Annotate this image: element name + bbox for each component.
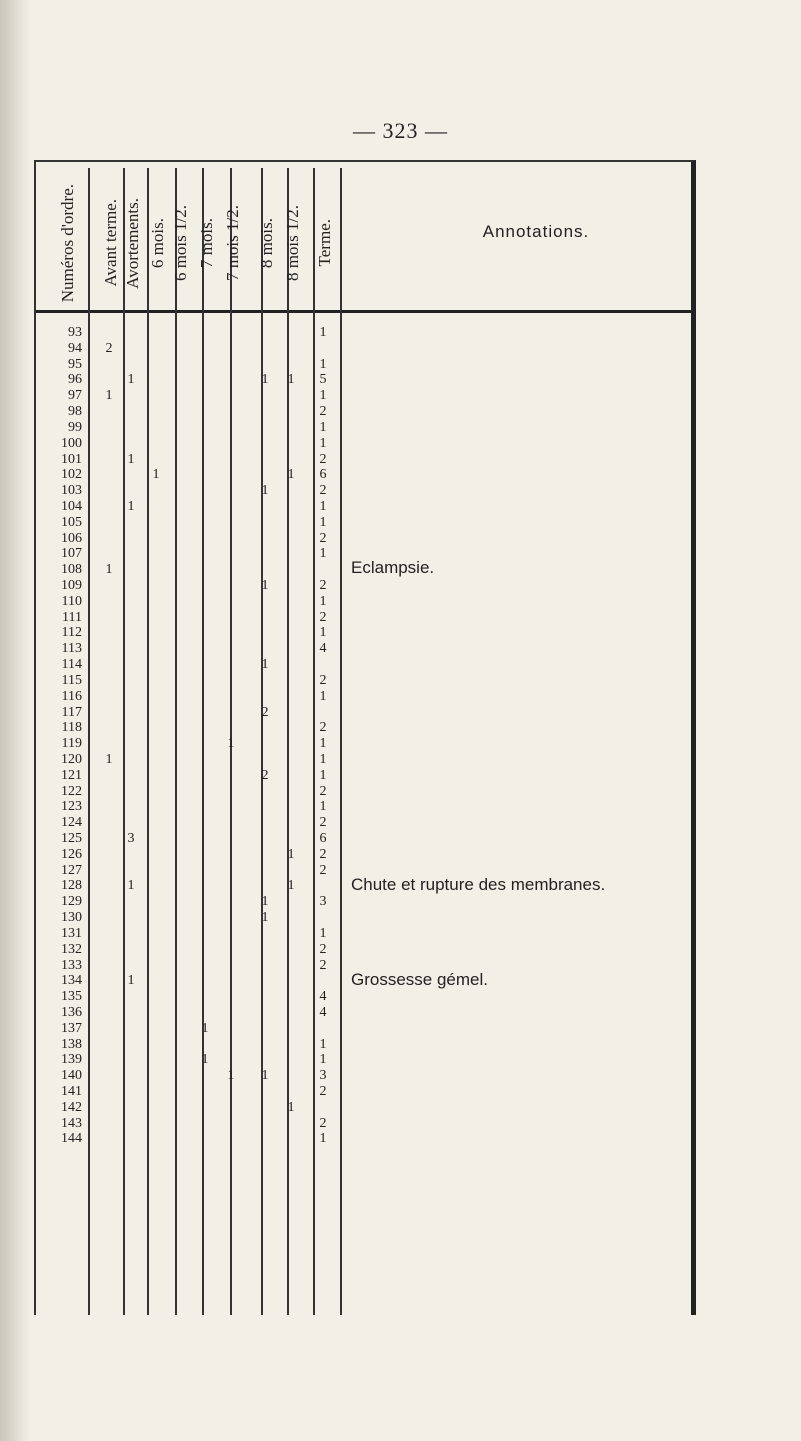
- row-number: 136: [61, 1004, 82, 1020]
- row-number: 119: [61, 736, 82, 752]
- row-number: 109: [61, 578, 82, 593]
- table-row: [34, 657, 696, 673]
- table-cell: 2: [319, 609, 327, 625]
- table-row: [34, 594, 696, 610]
- row-number: 106: [61, 530, 82, 546]
- row-number: 112: [61, 625, 82, 641]
- row-number: 115: [61, 672, 82, 688]
- table-cell: 2: [319, 672, 327, 688]
- table-cell: 2: [319, 783, 327, 799]
- table-row: [34, 1131, 696, 1147]
- row-number: 120: [61, 751, 82, 767]
- row-number: 113: [61, 641, 82, 657]
- table-cell: 3: [319, 1068, 327, 1084]
- table-cell: 6: [319, 831, 327, 846]
- table-row: [34, 768, 696, 784]
- row-number: 97: [68, 388, 82, 404]
- table-cell: 2: [319, 862, 327, 878]
- table-row: [34, 531, 696, 547]
- table-cell: 1: [319, 514, 327, 530]
- row-number: 101: [61, 451, 82, 467]
- table-cell: 1: [319, 1131, 327, 1147]
- table-cell: 1: [127, 973, 135, 989]
- column-header: 7 mois.: [197, 217, 216, 269]
- table-row: [34, 847, 696, 863]
- table-row: [34, 1100, 696, 1116]
- table-cell: 1: [319, 1052, 327, 1068]
- row-number: 121: [61, 767, 82, 783]
- annotation-text: Grossesse gémel.: [351, 969, 488, 989]
- column-header: Avortements.: [123, 197, 142, 289]
- table-cell: 1: [127, 878, 135, 894]
- table-cell: 1: [319, 799, 327, 815]
- table-row: [34, 341, 696, 357]
- table-cell: 2: [261, 704, 269, 720]
- table-cell: 2: [319, 1084, 327, 1099]
- row-number: 108: [61, 562, 82, 578]
- table-cell: 1: [105, 751, 113, 767]
- table-cell: 2: [319, 720, 327, 736]
- table-cell: 1: [201, 1020, 209, 1036]
- column-header: 7 mois 1/2.: [223, 204, 242, 282]
- table-row: [34, 1068, 696, 1084]
- table-cell: 1: [319, 751, 327, 767]
- table-row: [34, 705, 696, 721]
- row-number: 116: [61, 688, 82, 704]
- table-cell: 2: [319, 957, 327, 973]
- table-row: [34, 420, 696, 436]
- table-cell: 1: [261, 894, 269, 910]
- table-cell: 1: [319, 625, 327, 641]
- row-number: 129: [61, 894, 82, 910]
- table-cell: 1: [227, 1068, 235, 1084]
- page-number: — 323 —: [353, 118, 448, 143]
- row-number: 94: [68, 340, 82, 356]
- column-header: Avant terme.: [101, 199, 120, 287]
- table-row: [34, 610, 696, 626]
- table-cell: 2: [319, 815, 327, 831]
- row-number: 143: [61, 1115, 82, 1131]
- row-number: 107: [61, 546, 82, 562]
- table-row: [34, 483, 696, 499]
- table-cell: 2: [319, 404, 327, 420]
- table-cell: 3: [127, 831, 135, 846]
- row-number: 103: [61, 483, 82, 499]
- table-row: [34, 752, 696, 768]
- row-number: 140: [61, 1068, 82, 1084]
- row-number: 102: [61, 467, 82, 483]
- table-row: [34, 499, 696, 515]
- table-row: [34, 689, 696, 705]
- table-row: [34, 720, 696, 736]
- table-cell: 1: [287, 1099, 295, 1115]
- table-cell: 1: [261, 910, 269, 926]
- table-cell: 1: [261, 483, 269, 499]
- row-number: 137: [61, 1020, 82, 1036]
- table-row: [34, 894, 696, 910]
- table-row: [34, 1005, 696, 1021]
- table-cell: 1: [319, 435, 327, 451]
- table-cell: 1: [227, 736, 235, 752]
- row-number: 99: [68, 419, 82, 435]
- row-number: 126: [61, 846, 82, 862]
- table-cell: 1: [319, 325, 327, 340]
- table-row: [34, 1084, 696, 1100]
- row-number: 131: [61, 925, 82, 941]
- table-cell: 1: [319, 356, 327, 372]
- table-row: [34, 1052, 696, 1068]
- row-number: 104: [61, 498, 82, 514]
- table-row: [34, 388, 696, 404]
- table-cell: 1: [261, 657, 269, 673]
- table-row: [34, 467, 696, 483]
- row-number: 96: [68, 372, 82, 388]
- table-row: [34, 942, 696, 958]
- table-row: [34, 357, 696, 373]
- column-header: 6 mois.: [148, 217, 167, 269]
- row-number: 128: [61, 878, 82, 894]
- table-cell: 1: [105, 562, 113, 578]
- table-cell: 2: [319, 530, 327, 546]
- row-number: 132: [61, 941, 82, 957]
- table-cell: 1: [127, 498, 135, 514]
- table-cell: 1: [319, 688, 327, 704]
- table-cell: 1: [201, 1052, 209, 1068]
- annotation-text: Eclampsie.: [351, 558, 435, 578]
- row-number: 118: [61, 720, 82, 736]
- table-cell: 2: [105, 340, 113, 356]
- row-number: 114: [61, 657, 82, 673]
- table-cell: 1: [261, 1068, 269, 1084]
- row-number: 139: [61, 1052, 82, 1068]
- table-row: [34, 372, 696, 388]
- table-cell: 2: [319, 578, 327, 593]
- table-row: [34, 784, 696, 800]
- table-cell: 3: [319, 894, 327, 910]
- table-cell: 1: [105, 388, 113, 404]
- table-cell: 1: [319, 419, 327, 435]
- table-body: [34, 325, 696, 1147]
- annotations-header: Annotations.: [482, 222, 590, 241]
- row-number: 98: [68, 404, 82, 420]
- table-cell: 1: [319, 925, 327, 941]
- table-row: [34, 673, 696, 689]
- table-cell: 4: [319, 641, 327, 657]
- column-header: 6 mois 1/2.: [171, 204, 190, 282]
- table-cell: 1: [319, 767, 327, 783]
- table-cell: 1: [287, 467, 295, 483]
- table-row: [34, 641, 696, 657]
- row-number: 130: [61, 910, 82, 926]
- row-number: 134: [61, 973, 82, 989]
- annotation-text: Chute et rupture des membranes.: [351, 874, 606, 894]
- row-number: 127: [61, 862, 82, 878]
- table-cell: 2: [319, 846, 327, 862]
- table-row: [34, 404, 696, 420]
- row-number: 122: [61, 783, 82, 799]
- row-number: 141: [61, 1084, 82, 1099]
- column-header: 8 mois 1/2.: [283, 204, 302, 282]
- row-number: 124: [61, 815, 82, 831]
- row-number: 111: [62, 609, 82, 625]
- column-header: 8 mois.: [257, 217, 276, 269]
- table-cell: 2: [261, 767, 269, 783]
- table-cell: 2: [319, 451, 327, 467]
- table-cell: 1: [287, 846, 295, 862]
- table-cell: 5: [319, 372, 327, 388]
- table-row: [34, 325, 696, 341]
- table-cell: 1: [261, 372, 269, 388]
- table-row: [34, 515, 696, 531]
- row-number: 100: [61, 435, 82, 451]
- table-cell: 2: [319, 483, 327, 499]
- table-row: [34, 799, 696, 815]
- table-cell: 1: [287, 878, 295, 894]
- row-number: 133: [61, 957, 82, 973]
- table-row: [34, 578, 696, 594]
- row-number: 110: [61, 593, 82, 609]
- table-cell: 2: [319, 941, 327, 957]
- table-row: [34, 989, 696, 1005]
- table-cell: 1: [287, 372, 295, 388]
- column-header: Terme.: [315, 219, 334, 267]
- table-cell: 1: [319, 546, 327, 562]
- page-margin-shadow: [0, 0, 30, 1441]
- table-cell: 4: [319, 989, 327, 1005]
- table-row: [34, 926, 696, 942]
- table-row: [34, 910, 696, 926]
- table-row: [34, 452, 696, 468]
- table-row: [34, 1037, 696, 1053]
- table-cell: 1: [261, 578, 269, 593]
- table-row: [34, 1021, 696, 1037]
- row-number: 144: [61, 1131, 82, 1147]
- table-row: [34, 436, 696, 452]
- row-number: 123: [61, 799, 82, 815]
- table-row: [34, 736, 696, 752]
- row-number: 142: [61, 1099, 82, 1115]
- table-cell: 1: [319, 736, 327, 752]
- table-cell: 1: [127, 451, 135, 467]
- row-number: 93: [68, 325, 82, 340]
- row-number: 105: [61, 514, 82, 530]
- row-number: 95: [68, 356, 82, 372]
- row-number: 138: [61, 1036, 82, 1052]
- table-cell: 1: [152, 467, 160, 483]
- table-row: [34, 815, 696, 831]
- row-number: 125: [61, 831, 82, 846]
- header-divider: [36, 310, 691, 313]
- table-cell: 6: [319, 467, 327, 483]
- table-cell: 1: [319, 593, 327, 609]
- table-row: [34, 625, 696, 641]
- table-cell: 1: [319, 1036, 327, 1052]
- table-row: [34, 1116, 696, 1132]
- table-cell: 1: [319, 498, 327, 514]
- table-cell: 1: [319, 388, 327, 404]
- table-row: [34, 831, 696, 847]
- row-number: 117: [61, 704, 82, 720]
- table-cell: 1: [127, 372, 135, 388]
- row-number: 135: [61, 989, 82, 1005]
- table-cell: 2: [319, 1115, 327, 1131]
- table-cell: 4: [319, 1004, 327, 1020]
- column-header: Numéros d'ordre.: [58, 183, 77, 303]
